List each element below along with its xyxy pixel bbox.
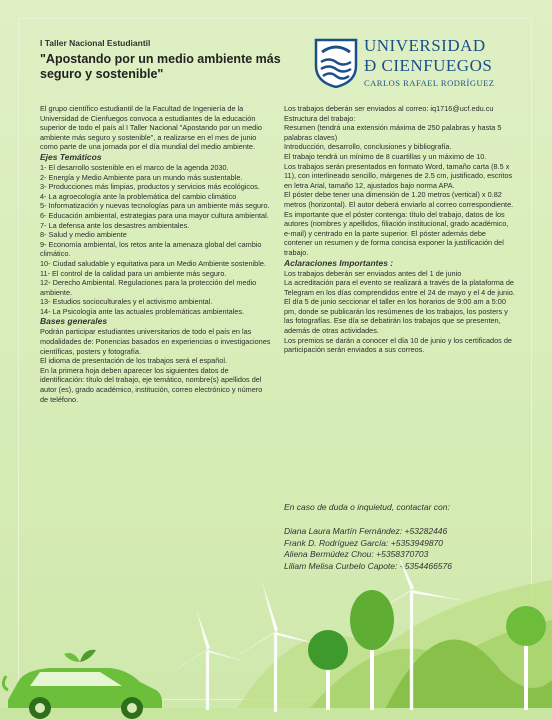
- eje-item: 3- Producciones más limpias, productos y servicios más ecológicos.: [40, 182, 260, 192]
- wind-turbine-icon: [178, 612, 240, 710]
- contact-item: Frank D. Rodríguez García: +5353949870: [284, 537, 443, 548]
- eje-item: 9- Economía ambiental, los retos ante la amenaza global del cambio climático.: [40, 239, 262, 259]
- left-column: [40, 104, 272, 404]
- university-logo: [314, 36, 514, 94]
- intro-paragraph: El grupo científico estudiantil de la Facultad de Ingeniería de la Universidad de Cienfuegos convoca a estudiantes de la educación superior de todo el país al I Taller Nacional "Apostando por un medio ambiente más seguro y sostenible", a realizarse en el mes de junio como parte de una jornada por el día mundial del medio ambiente.: [40, 104, 262, 152]
- eje-item: 1- El desarrollo sostenible en el marco de la agenda 2030.: [40, 162, 229, 172]
- event-kicker: I Taller Nacional Estudiantil: [40, 38, 151, 48]
- eje-item: 2- Energía y Medio Ambiente para un mundo más sustentable.: [40, 172, 243, 182]
- eje-item: 5- Informatización y nuevas tecnologías para un ambiente más seguro.: [40, 201, 270, 211]
- ejes-heading: Ejes Temáticos: [40, 151, 102, 162]
- contact-item: Liliam Melisa Curbelo Capote: +5354466576: [284, 560, 452, 571]
- poster-paragraph: El póster debe tener una dimensión de 1.20 metros (vertical) x 0.82 metros (horizontal). El autor deberá enviarlo al correo correspondiente. Es importante que el póster contenga: título del trabajo, datos de los autores (nombres y apellidos, filiación institucional, grado académico, e-mail) y centrado en la parte superior. El póster además debe contener un resumen y de forma concisa exponer la justificación del trabajo.: [284, 190, 514, 257]
- event-title: "Apostando por un medio ambiente más seguro y sostenible": [40, 52, 281, 81]
- submission-paragraph: Los trabajos deberán ser enviados al correo: iq1716@ucf.edu.cu: [284, 104, 494, 113]
- aclaracion-item: Los trabajos deberán ser enviados antes del 1 de junio: [284, 268, 462, 278]
- eje-item: 8- Salud y medio ambiente: [40, 230, 127, 240]
- eje-item: 4- La agroecología ante la problemática del cambio climático: [40, 191, 237, 201]
- eje-item: 13- Estudios socioculturales y el activismo ambiental.: [40, 297, 213, 307]
- aclaracion-item: Los premios se darán a conocer el día 10 de junio y los certificados de participación serán enviados a sus correos.: [284, 335, 512, 355]
- eco-landscape-illustration: [0, 560, 552, 720]
- aclaraciones-heading: Aclaraciones Importantes :: [284, 257, 394, 268]
- structure-item: Resumen (tendrá una extensión máxima de 250 palabras y hasta 5 palabras claves): [284, 123, 502, 142]
- university-shield-icon: [314, 38, 358, 88]
- eje-item: 11- El control de la calidad para un ambiente más seguro.: [40, 268, 227, 278]
- eje-item: 6- Educación ambiental, estrategias para una mayor cultura ambiental.: [40, 210, 269, 220]
- eje-item: 10- Ciudad saludable y equitativa para un Medio Ambiente sostenible.: [40, 258, 266, 268]
- eje-item: 14- La Psicología ante las actuales problemáticas ambientales.: [40, 306, 245, 316]
- structure-item: Introducción, desarrollo, conclusiones y bibliografía.: [284, 142, 452, 152]
- eje-item: 7- La defensa ante los desastres ambientales.: [40, 220, 190, 230]
- eje-item: 12- Derecho Ambiental. Regulaciones para la protección del medio ambiente.: [40, 278, 257, 297]
- logo-line-2: Ð CIENFUEGOS: [364, 56, 493, 75]
- bases-heading: Bases generales: [40, 316, 108, 327]
- contact-item: Diana Laura Martín Fernández: +53282446: [284, 526, 448, 536]
- logo-line-1: UNIVERSIDAD: [364, 36, 486, 55]
- event-header: [40, 38, 300, 82]
- bases-item: En la primera hoja deben aparecer los siguientes datos de identificación: título del trabajo, eje temático, nombre(s) apellidos del autor (es), grado académico, institución, correo electrónico y número de teléfono.: [40, 365, 263, 404]
- logo-line-3: CARLOS RAFAEL RODRÍGUEZ: [364, 78, 495, 88]
- right-column: [284, 104, 516, 355]
- contact-item: Aliena Bermúdez Chou: +5358370703: [284, 549, 429, 559]
- structure-item: El trabajo tendrá un mínimo de 8 cuartillas y un máximo de 10.: [284, 151, 487, 161]
- format-paragraph: Los trabajos serán presentados en formato Word, tamaño carta (8.5 x 11), con interlineado sencillo, márgenes de 2.5 cm, justificado, escritos en letra Arial, tamaño 12, ajustados bajo norma APA.: [284, 161, 513, 190]
- contact-heading: En caso de duda o inquietud, contactar con:: [284, 502, 450, 512]
- aclaracion-item: La acreditación para el evento se realizará a través de la plataforma de Telegram en los días comprendidos entre el 24 de mayo y el 4 de junio.: [284, 278, 515, 297]
- bases-item: Podrán participar estudiantes universitarios de todo el país en las modalidades de: Ponencias basados en experiencias o investigaciones científicas, posters y fotografía.: [40, 327, 271, 356]
- bases-item: El idioma de presentación de los trabajos será el español.: [40, 356, 227, 366]
- aclaracion-item: El día 5 de junio seccionar el taller en los horarios de 9:00 am a 5:00 pm, donde se publicarán los resúmenes de los trabajos, los posters y las fotografías. Ese día se debatirán los trabajos que se presenten, además de otras actividades.: [284, 297, 508, 336]
- structure-heading: Estructura del trabajo:: [284, 113, 356, 123]
